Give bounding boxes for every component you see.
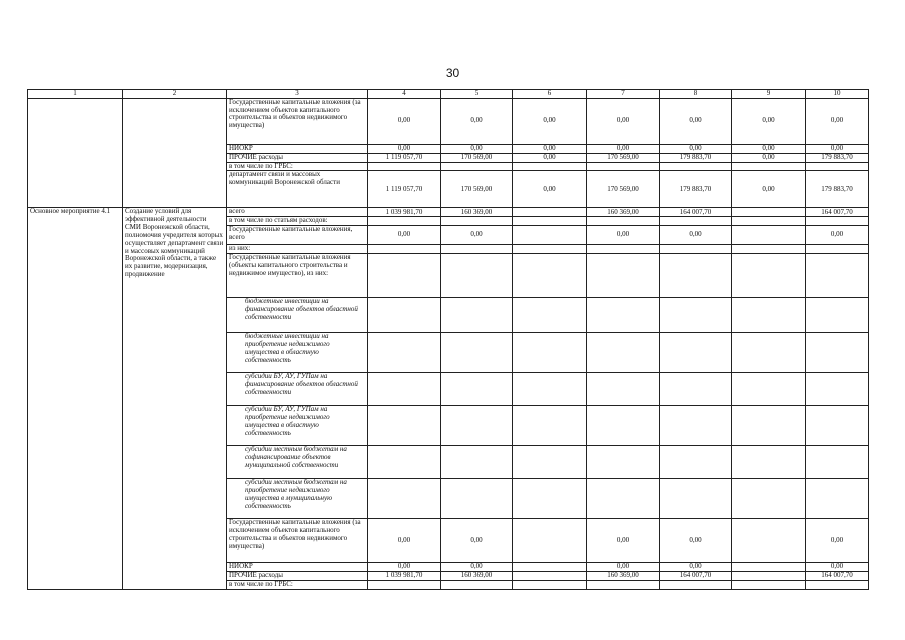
value-cell xyxy=(587,162,660,171)
value-cell xyxy=(806,446,869,479)
value-cell: 1 119 057,70 xyxy=(368,171,441,208)
value-cell: 0,00 xyxy=(513,153,587,162)
value-cell xyxy=(513,581,587,590)
value-cell xyxy=(806,217,869,226)
value-cell xyxy=(368,254,441,298)
value-cell xyxy=(441,298,513,333)
value-cell xyxy=(732,581,806,590)
value-cell xyxy=(441,446,513,479)
value-cell xyxy=(441,479,513,519)
value-cell xyxy=(587,581,660,590)
row-label: субсидии БУ, АУ, ГУПам на приобретение недвижимого имущества в областную собственность xyxy=(227,406,368,446)
value-cell: 0,00 xyxy=(441,563,513,572)
row-label: субсидии БУ, АУ, ГУПам на финансирование объектов областной собственности xyxy=(227,373,368,406)
value-cell xyxy=(732,572,806,581)
value-cell xyxy=(587,217,660,226)
value-cell xyxy=(441,333,513,373)
value-cell xyxy=(441,254,513,298)
column-header: 7 xyxy=(587,90,660,99)
column-header: 9 xyxy=(732,90,806,99)
value-cell: 0,00 xyxy=(806,563,869,572)
value-cell xyxy=(368,245,441,254)
budget-table xyxy=(27,89,869,590)
value-cell: 0,00 xyxy=(806,98,869,144)
value-cell: 179 883,70 xyxy=(806,153,869,162)
value-cell xyxy=(732,245,806,254)
value-cell: 0,00 xyxy=(806,226,869,245)
value-cell: 0,00 xyxy=(441,144,513,153)
value-cell xyxy=(660,333,732,373)
page-number: 30 xyxy=(445,66,460,80)
value-cell: 164 007,70 xyxy=(660,208,732,217)
value-cell xyxy=(513,563,587,572)
value-cell xyxy=(806,479,869,519)
value-cell xyxy=(441,373,513,406)
row-label: Государственные капитальные вложения (объекты капитального строительства и недвижимое имущество), из них: xyxy=(227,254,368,298)
row-label: Государственные капитальные вложения (за исключением объектов капитального строительства и объектов недвижимого имущества) xyxy=(227,519,368,563)
value-cell xyxy=(660,217,732,226)
row-label: департамент связи и массовых коммуникаций Воронежской области xyxy=(227,171,368,208)
value-cell xyxy=(368,162,441,171)
value-cell xyxy=(660,162,732,171)
value-cell: 0,00 xyxy=(732,98,806,144)
row-label: бюджетные инвестиции на приобретение недвижимого имущества в областную собственность xyxy=(227,333,368,373)
value-cell xyxy=(513,373,587,406)
value-cell xyxy=(368,581,441,590)
value-cell: 160 369,00 xyxy=(441,572,513,581)
value-cell: 0,00 xyxy=(441,226,513,245)
value-cell xyxy=(513,162,587,171)
value-cell xyxy=(660,373,732,406)
value-cell: 164 007,70 xyxy=(806,572,869,581)
value-cell: 179 883,70 xyxy=(660,153,732,162)
value-cell: 0,00 xyxy=(806,144,869,153)
value-cell xyxy=(806,333,869,373)
value-cell: 0,00 xyxy=(806,519,869,563)
value-cell xyxy=(441,245,513,254)
value-cell: 0,00 xyxy=(368,519,441,563)
column-header: 6 xyxy=(513,90,587,99)
value-cell: 0,00 xyxy=(368,226,441,245)
value-cell: 1 039 981,70 xyxy=(368,572,441,581)
row-label: бюджетные инвестиции на финансирование объектов областной собственности xyxy=(227,298,368,333)
row-label: субсидии местным бюджетам на приобретение недвижимого имущества в муниципальную собственность xyxy=(227,479,368,519)
value-cell xyxy=(732,519,806,563)
value-cell xyxy=(368,406,441,446)
value-cell xyxy=(513,446,587,479)
value-cell xyxy=(368,298,441,333)
value-cell xyxy=(513,479,587,519)
value-cell: 0,00 xyxy=(660,144,732,153)
value-cell xyxy=(806,406,869,446)
value-cell: 0,00 xyxy=(587,519,660,563)
value-cell: 0,00 xyxy=(513,171,587,208)
value-cell xyxy=(806,298,869,333)
value-cell xyxy=(368,479,441,519)
value-cell xyxy=(513,208,587,217)
value-cell xyxy=(660,245,732,254)
row-label: в том числе по ГРБС: xyxy=(227,581,368,590)
value-cell: 0,00 xyxy=(587,563,660,572)
header-row xyxy=(28,90,869,99)
table-row xyxy=(28,208,869,217)
value-cell: 0,00 xyxy=(368,98,441,144)
value-cell: 0,00 xyxy=(732,144,806,153)
row-label: НИОКР xyxy=(227,144,368,153)
row-label: всего xyxy=(227,208,368,217)
value-cell xyxy=(660,254,732,298)
value-cell xyxy=(806,245,869,254)
value-cell xyxy=(368,333,441,373)
value-cell: 0,00 xyxy=(587,226,660,245)
row-label: из них: xyxy=(227,245,368,254)
value-cell xyxy=(587,254,660,298)
empty-cell xyxy=(28,98,123,208)
column-header: 3 xyxy=(227,90,368,99)
value-cell xyxy=(587,373,660,406)
value-cell: 170 569,00 xyxy=(441,153,513,162)
value-cell xyxy=(587,245,660,254)
table-row xyxy=(28,98,869,144)
value-cell: 1 039 981,70 xyxy=(368,208,441,217)
value-cell xyxy=(660,581,732,590)
value-cell xyxy=(732,406,806,446)
value-cell xyxy=(587,479,660,519)
value-cell: 0,00 xyxy=(732,153,806,162)
value-cell xyxy=(513,298,587,333)
value-cell xyxy=(513,519,587,563)
row-label: ПРОЧИЕ расходы xyxy=(227,572,368,581)
value-cell xyxy=(806,162,869,171)
value-cell xyxy=(441,406,513,446)
value-cell xyxy=(660,298,732,333)
value-cell xyxy=(441,162,513,171)
value-cell: 0,00 xyxy=(660,519,732,563)
value-cell xyxy=(587,406,660,446)
value-cell: 179 883,70 xyxy=(806,171,869,208)
empty-cell xyxy=(123,98,227,208)
row-label: в том числе по ГРБС: xyxy=(227,162,368,171)
value-cell xyxy=(732,333,806,373)
value-cell xyxy=(513,406,587,446)
row-label: в том числе по статьям расходов: xyxy=(227,217,368,226)
value-cell xyxy=(806,254,869,298)
column-header: 2 xyxy=(123,90,227,99)
event-description: Создание условий для эффективной деятельности СМИ Воронежской области, полномочия учредителя которых осуществляет департамент связи и массовых коммуникаций Воронежской области, а также их развитие, модернизация, продвижение xyxy=(123,208,227,590)
value-cell xyxy=(660,406,732,446)
column-header: 5 xyxy=(441,90,513,99)
value-cell: 160 369,00 xyxy=(587,572,660,581)
value-cell: 0,00 xyxy=(587,98,660,144)
value-cell xyxy=(368,217,441,226)
value-cell: 160 369,00 xyxy=(441,208,513,217)
column-header: 8 xyxy=(660,90,732,99)
value-cell xyxy=(732,446,806,479)
event-name: Основное мероприятие 4.1 xyxy=(28,208,123,590)
value-cell: 0,00 xyxy=(587,144,660,153)
value-cell xyxy=(806,373,869,406)
value-cell xyxy=(587,298,660,333)
value-cell: 0,00 xyxy=(660,563,732,572)
value-cell: 0,00 xyxy=(513,98,587,144)
value-cell xyxy=(587,446,660,479)
value-cell: 0,00 xyxy=(660,226,732,245)
value-cell: 160 369,00 xyxy=(587,208,660,217)
column-header: 10 xyxy=(806,90,869,99)
value-cell: 164 007,70 xyxy=(806,208,869,217)
value-cell xyxy=(513,333,587,373)
value-cell xyxy=(587,333,660,373)
column-header: 1 xyxy=(28,90,123,99)
value-cell xyxy=(368,446,441,479)
value-cell: 170 569,00 xyxy=(587,171,660,208)
row-label: Государственные капитальные вложения, всего xyxy=(227,226,368,245)
value-cell: 164 007,70 xyxy=(660,572,732,581)
value-cell xyxy=(660,479,732,519)
value-cell xyxy=(513,226,587,245)
value-cell xyxy=(732,563,806,572)
value-cell: 0,00 xyxy=(441,98,513,144)
value-cell xyxy=(368,373,441,406)
value-cell xyxy=(806,581,869,590)
row-label: НИОКР xyxy=(227,563,368,572)
value-cell: 0,00 xyxy=(368,563,441,572)
value-cell xyxy=(513,572,587,581)
value-cell: 0,00 xyxy=(441,519,513,563)
value-cell: 0,00 xyxy=(368,144,441,153)
value-cell: 1 119 057,70 xyxy=(368,153,441,162)
column-header: 4 xyxy=(368,90,441,99)
value-cell xyxy=(441,581,513,590)
value-cell xyxy=(513,254,587,298)
value-cell xyxy=(441,217,513,226)
value-cell xyxy=(732,162,806,171)
value-cell: 170 569,00 xyxy=(441,171,513,208)
value-cell xyxy=(732,226,806,245)
value-cell: 0,00 xyxy=(732,171,806,208)
value-cell xyxy=(732,208,806,217)
row-label: субсидии местным бюджетам на софинансирование объектов муниципальной собственности xyxy=(227,446,368,479)
value-cell xyxy=(732,298,806,333)
row-label: Государственные капитальные вложения (за исключением объектов капитального строительства и объектов недвижимого имущества) xyxy=(227,98,368,144)
row-label: ПРОЧИЕ расходы xyxy=(227,153,368,162)
value-cell xyxy=(732,254,806,298)
value-cell: 179 883,70 xyxy=(660,171,732,208)
value-cell: 0,00 xyxy=(660,98,732,144)
value-cell xyxy=(660,446,732,479)
table-body xyxy=(28,90,869,590)
value-cell xyxy=(732,373,806,406)
value-cell xyxy=(732,479,806,519)
value-cell xyxy=(513,217,587,226)
value-cell: 0,00 xyxy=(513,144,587,153)
value-cell: 170 569,00 xyxy=(587,153,660,162)
value-cell xyxy=(513,245,587,254)
value-cell xyxy=(732,217,806,226)
